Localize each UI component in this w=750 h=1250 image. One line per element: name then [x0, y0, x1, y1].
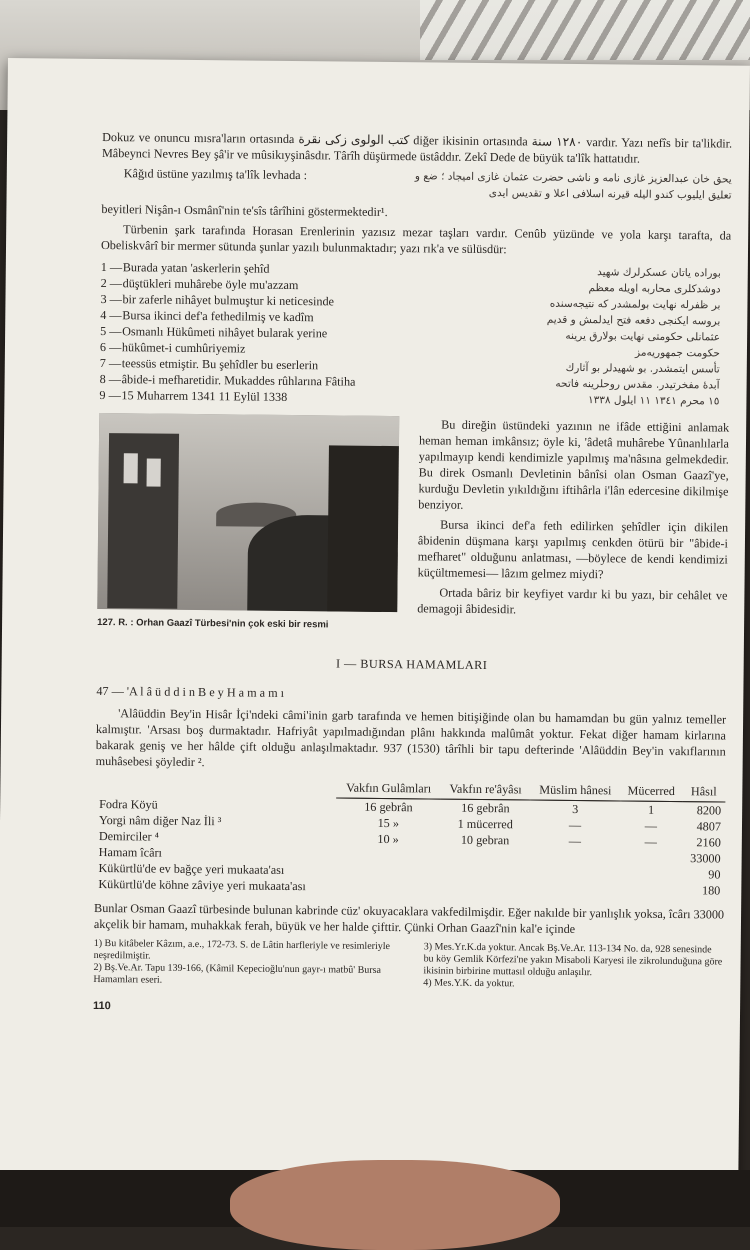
table-cell	[336, 846, 440, 863]
line-number: 9 —	[99, 387, 121, 403]
table-cell: 4807	[696, 819, 722, 834]
table-cell	[530, 849, 620, 866]
footnote: 3) Mes.Yr.K.da yoktur. Ancak Bş.Ve.Ar. 113-134 No. da, 928 senesinde bu köy Gemlik Körfezi'ne yakın Misaboli Karyesi ile zikrolunduğuna göre ikisinin birbirine muttasıl olduğu anlaşılır.	[423, 941, 723, 979]
column-header: Mücerred	[620, 782, 682, 801]
line-number: 5 —	[100, 323, 122, 339]
table-cell: Fodra Köyü	[99, 796, 158, 812]
table-cell: —	[644, 818, 658, 833]
table-cell	[440, 848, 530, 865]
photo-and-text	[97, 413, 729, 638]
table-cell: 90	[708, 867, 721, 882]
footnote: 1) Bu kitâbeler Kâzım, a.e., 172-73. S. de Lâtin harfleriyle ve resimleriyle neşredilmiştir.	[93, 937, 391, 962]
inscription-arabic-line: آبدهٔ مفخرتیدر. مقدس روحلرینه فاتحه	[555, 377, 720, 392]
column-header: Hâsıl	[682, 783, 725, 802]
background-object	[420, 0, 750, 60]
footnotes	[93, 938, 723, 993]
levha-row	[102, 165, 732, 204]
line-text: 15 Muharrem 1341 11 Eylül 1338	[121, 388, 288, 404]
direk-para-2: Bursa ikinci def'a feth edilirken şehîdler için dikilen âbidenin düşmana karşı yapılmış cenkden ötürü bir "âbide-i mefharet" olduğunu anlatması, —böylece de kendi kendimizi küçültmemesi— lâzım gelmez miydi?	[417, 517, 729, 582]
hamam-subheading: 47 — 'A l â ü d d i n B e y H a m a m ı	[96, 683, 285, 700]
line-text: teessüs etmiştir. Bu şehîdler bu eserlerin	[121, 356, 319, 373]
inscription-latin	[99, 259, 390, 406]
line-text: Osmanlı Hükûmeti nihâyet bularak yerine	[122, 324, 328, 341]
table-cell: 1	[647, 802, 655, 817]
page-content	[93, 129, 732, 1021]
turbe-paragraph: Türbenin şark tarafında Horasan Erenlerinin yazısız mezar taşları vardır. Cenûb yüzünde ve yola karşı tarafta, da Obeliskvârî bir mermer sütunda şunlar yazılı bulunmaktadır; yazı rık'a ve sülüsdür:	[100, 222, 732, 257]
table-cell: —	[568, 833, 582, 849]
footnotes-left	[93, 938, 393, 989]
table-cell: —	[644, 834, 657, 849]
table-cell	[530, 865, 620, 882]
inscription-arabic-line: حكومت جمهوریه‌مز	[635, 346, 721, 360]
inscription-arabic-line: بروسه ایكنجی دفعه فتح ایدلمش و قدیم	[546, 313, 721, 328]
table-cell	[619, 881, 681, 898]
line-number: 2 —	[100, 275, 123, 291]
table-cell	[336, 862, 440, 879]
table-cell: Demirciler ⁴	[98, 828, 160, 844]
footnotes-right	[423, 941, 723, 992]
line-text: Bursa ikinci def'a fethedilmiş ve kadîm	[122, 308, 314, 325]
beyit-line: beyitleri Nişân-ı Osmânî'nin te'sîs târîhini göstermektedir¹.	[101, 201, 388, 219]
table-cell	[440, 864, 530, 881]
inscription-arabic-line: ١٥ محرم ١٣٤١ ١١ ایلول ١٣٣٨	[587, 394, 720, 408]
line-text: âbide-i mefharetidir. Mukaddes rûhlarına Fâtiha	[121, 372, 356, 389]
direk-para-1: Bu direğin üstündeki yazının ne ifâde ettiğini anlamak heman heman imkânsız; öyle ki, 'âdetâ muhârebe Yûnanlılarla yapılmayıp kendi kendimizle yapılmış ma'nâsına gelmekdedir. Bu direk Osmanlı Devletinin bânîsi olan Osman Gaazî'ye, kurduğu Devletin yıkıldığını iftihârla i'lân edercesine dikilmişe benziyor.	[418, 417, 730, 512]
levha-arabic: یحق خان عبدالعزیز غازی نامه و ناشی حضرت عثمان غازی امیجاد ؛ ضع و تعلیق ایلیوب کندو الیله قیرنه اسلافی اعلا و تقدیس ایدی	[414, 170, 732, 202]
table-cell	[619, 865, 681, 882]
vakif-table	[94, 777, 725, 899]
column-header: Vakfın re'âyâsı	[441, 781, 531, 800]
page-number: 110	[93, 999, 111, 1013]
direk-para-3: Ortada bâriz bir keyfiyet vardır ki bu yazı, bir cehâlet ve demagoji âbidesidir.	[417, 585, 728, 617]
table-cell	[619, 849, 681, 866]
table-cell: 10 gebran	[460, 832, 510, 848]
direk-text	[417, 416, 729, 637]
inscription-arabic-line: بر ظفرله نهایت بولمشدر كه نتیجه‌سنده	[549, 297, 721, 312]
table-cell: Hamam îcârı	[98, 844, 163, 860]
line-text: bir zaferle nihâyet bulmuştur ki neticesinde	[122, 292, 335, 309]
column-header: Müslim hânesi	[530, 782, 620, 801]
turbe-photo	[97, 413, 399, 612]
footnote: 2) Bş.Ve.Ar. Tapu 139-166, (Kâmil Kepecioğlu'nun gayr-ı matbû' Bursa Hamamları eseri.	[93, 961, 381, 986]
inscription-arabic-line: دوشدكلری محاربه اویله معظم	[588, 282, 721, 296]
inscription-arabic-line: تأسس ایتمشدر. بو شهیدلر بو آثارك	[565, 361, 720, 376]
table-cell: 16 gebrân	[364, 799, 413, 815]
line-number: 8 —	[99, 371, 122, 387]
footnote: 4) Mes.Y.K. da yoktur.	[423, 977, 515, 990]
inscription-arabic-line: عثمانلی حكومتی نهایت بولارق یرینه	[565, 329, 721, 344]
inscription-arabic	[389, 262, 720, 409]
table-cell	[529, 881, 619, 898]
table-cell: —	[568, 817, 582, 833]
inscription-line	[99, 387, 389, 406]
table-cell: 33000	[690, 851, 721, 866]
levha-label: Kâğıd üstüne yazılmış ta'lîk levhada :	[123, 166, 308, 183]
inscription-arabic-line: بورادە یاتان عسكرلرك شهید	[597, 266, 721, 280]
table-body	[94, 795, 725, 898]
line-number: 6 —	[99, 339, 122, 355]
table-cell: 3	[572, 801, 579, 817]
table-cell: 2160	[696, 835, 721, 850]
table-cell: 1 mücerred	[457, 816, 513, 832]
figure	[97, 413, 399, 634]
column-header	[95, 777, 336, 798]
table-cell: 15 »	[377, 815, 400, 831]
table-cell: 16 gebrân	[461, 800, 510, 816]
table-cell: 10 »	[377, 831, 399, 847]
photo-caption: 127. R. : Orhan Gaazî Türbesi'nin çok eski bir resmi	[97, 616, 329, 631]
hamam-paragraph: 'Alâüddin Bey'in Hisâr İçi'ndeki câmi'inin garb tarafında ve hemen bitişiğinde olan bu hamamdan bu gün yalnız temeller kalmıştır. 'Arsası boş durmaktadır. Hafriyât yapılmadığından plânı hakkında malûmât yoktur. Fekat diğer hamam kirlarına bakarak geniş ve her hâlde çift olduğu anlaşılmaktadır. 937 (1530) târîhli bir tapu defterinde 'Alâüddin Bey'in vakıflarının muhâsebesi şöyledir ².	[95, 706, 727, 770]
line-number: 3 —	[100, 291, 122, 307]
line-number: 7 —	[99, 355, 122, 371]
line-number: 1 —	[100, 259, 123, 275]
line-number: 4 —	[100, 307, 122, 323]
table-cell: 8200	[696, 803, 722, 818]
line-text: hükûmet-i cumhûriyemiz	[121, 340, 246, 356]
table-cell: Kükürtlü'de ev bağçe yeri mukaata'ası	[98, 860, 285, 877]
section-heading: I — BURSA HAMAMLARI	[335, 656, 488, 673]
line-text: Burada yatan 'askerlerin şehîd	[122, 260, 270, 276]
intro-paragraph: Dokuz ve onuncu mısra'ların ortasında كتب الولوى زكى نقرة diğer ikisinin ortasında ١٢٨٠ سنة vardır. Yazı nefîs bir ta'likdir. Mâbeynci Nevres Bey şâ'ir ve mûsikıyşinâsdır. Târîh düşürmede üstâddır. Zekî Dede de büyük ta'lîk hattatıdır.	[101, 129, 733, 166]
table-cell	[336, 878, 440, 895]
table-cell: 180	[701, 883, 721, 898]
table-cell: Kükürtlü'de köhne zâviye yeri mukaata'ası	[98, 876, 306, 894]
closing-paragraph: Bunlar Osman Gaazî türbesinde bulunan kabrinde cüz' okuyacaklara vakfedilmişdir. Eğer nakılde bir yanlışlık yoksa, îcârı 33000 akçelik bir hamam, muhakkak ferah, büyük ve her halde çifttir. Çünki Orhan Gaazî'nin kal'e içinde	[93, 900, 725, 936]
thumb	[230, 1160, 560, 1250]
column-header: Vakfın Gulâmları	[337, 779, 441, 799]
inscription-block	[99, 259, 730, 410]
table-cell	[440, 880, 530, 897]
line-text: düştükleri muhârebe öyle mu'azzam	[122, 276, 299, 293]
book-page	[0, 58, 750, 1178]
table-cell: Yorgi nâm diğer Naz İli ³	[98, 812, 222, 829]
